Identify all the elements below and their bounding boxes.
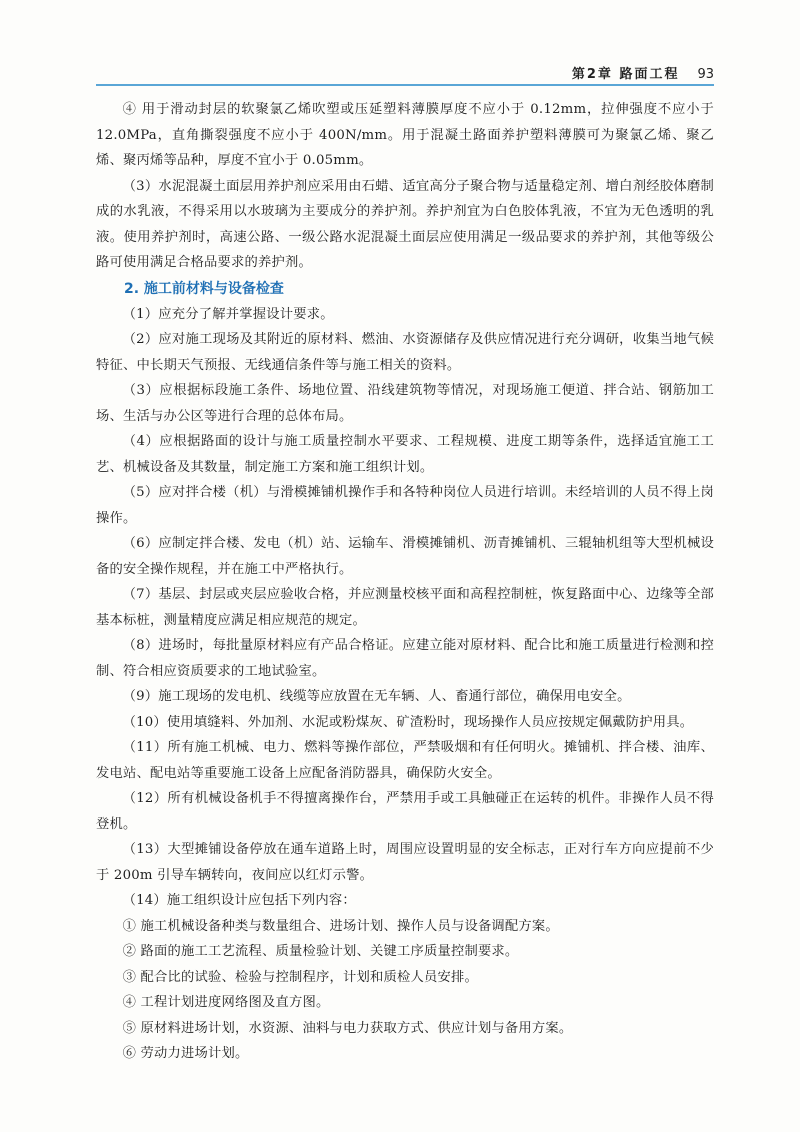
paragraph: ④ 用于滑动封层的软聚氯乙烯吹塑或压延塑料薄膜厚度不应小于 0.12mm，拉伸强度不应小于 12.0MPa，直角撕裂强度不应小于 400N/mm。用于混凝土路面养护塑料薄膜可为聚氯乙烯、聚乙烯、聚丙烯等品种，厚度不宜小于 0.05mm。: [96, 102, 714, 168]
page-header: [96, 58, 714, 82]
list-item: （10）使用填缝料、外加剂、水泥或粉煤灰、矿渣粉时，现场操作人员应按规定佩戴防护用具。: [122, 714, 694, 730]
chapter-title: 第2章 路面工程: [571, 67, 680, 82]
header-rule: [96, 84, 714, 86]
list-item: （6）应制定拌合楼、发电（机）站、运输车、滑模摊铺机、沥青摊铺机、三辊轴机组等大型机械设备的安全操作规程，并在施工中严格执行。: [96, 536, 714, 577]
list-item: （14）施工组织设计应包括下列内容：: [122, 893, 356, 908]
paragraph: （3）水泥混凝土面层用养护剂应采用由石蜡、适宜高分子聚合物与适量稳定剂、增白剂经胶体磨制成的水乳液，不得采用以水玻璃为主要成分的养护剂。养护剂宜为白色胶体乳液，不宜为无色透明的乳液。使用养护剂时，高速公路、一级公路水泥混凝土面层应使用满足一级品要求的养护剂，其他等级公路可使用满足合格品要求的养护剂。: [96, 178, 714, 270]
list-item: （5）应对拌合楼（机）与滑模摊铺机操作手和各特种岗位人员进行培训。未经培训的人员不得上岗操作。: [96, 485, 714, 526]
list-item: （2）应对施工现场及其附近的原材料、燃油、水资源储存及供应情况进行充分调研，收集当地气候特征、中长期天气预报、无线通信条件等与施工相关的资料。: [96, 332, 714, 373]
list-item: ③ 配合比的试验、检验与控制程序，计划和质检人员安排。: [122, 969, 478, 985]
section-heading: 2. 施工前材料与设备检查: [124, 280, 284, 297]
list-item: （4）应根据路面的设计与施工质量控制水平要求、工程规模、进度工期等条件，选择适宜施工工艺、机械设备及其数量，制定施工方案和施工组织计划。: [96, 434, 714, 475]
list-item: （13）大型摊铺设备停放在通车道路上时，周围应设置明显的安全标志，正对行车方向应提前不少于 200m 引导车辆转向，夜间应以红灯示警。: [96, 842, 714, 883]
list-item: ① 施工机械设备种类与数量组合、进场计划、操作人员与设备调配方案。: [122, 918, 559, 934]
list-item: ② 路面的施工工艺流程、质量检验计划、关键工序质量控制要求。: [122, 944, 519, 959]
list-item: （8）进场时，每批量原材料应有产品合格证。应建立能对原材料、配合比和施工质量进行检测和控制、符合相应资质要求的工地试验室。: [96, 638, 714, 679]
list-item: ⑥ 劳动力进场计划。: [122, 1046, 249, 1061]
list-item: （11）所有施工机械、电力、燃料等操作部位，严禁吸烟和有任何明火。摊铺机、拌合楼、油库、发电站、配电站等重要施工设备上应配备消防器具，确保防火安全。: [96, 740, 714, 781]
list-item: （9）施工现场的发电机、线缆等应放置在无车辆、人、畜通行部位，确保用电安全。: [122, 689, 631, 704]
page-number: 93: [697, 67, 714, 82]
list-item: （3）应根据标段施工条件、场地位置、沿线建筑物等情况，对现场施工便道、拌合站、钢筋加工场、生活与办公区等进行合理的总体布局。: [96, 383, 714, 424]
list-item: （1）应充分了解并掌握设计要求。: [122, 306, 334, 322]
page-body: [96, 97, 714, 1067]
list-item: ④ 工程计划进度网络图及直方图。: [122, 995, 330, 1010]
list-item: ⑤ 原材料进场计划，水资源、油料与电力获取方式、供应计划与备用方案。: [122, 1020, 573, 1036]
list-item: （7）基层、封层或夹层应验收合格，并应测量校核平面和高程控制桩，恢复路面中心、边缘等全部基本标桩，测量精度应满足相应规范的规定。: [96, 587, 714, 628]
list-item: （12）所有机械设备机手不得擅离操作台，严禁用手或工具触碰正在运转的机件。非操作人员不得登机。: [96, 791, 714, 832]
